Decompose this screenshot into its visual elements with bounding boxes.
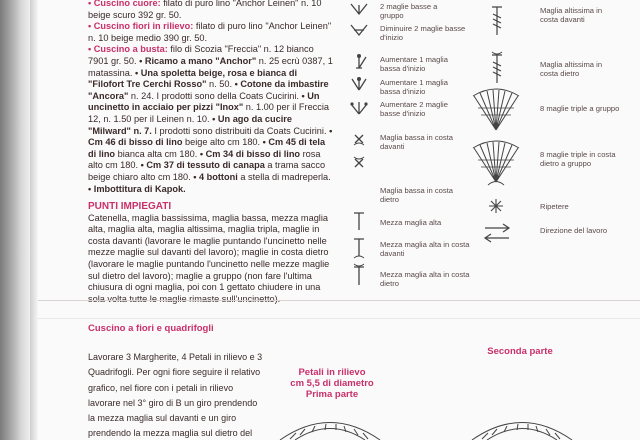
symbol-hdc-back-icon [352, 262, 366, 288]
legend-i: Mezza maglia alta in costa davanti [380, 240, 470, 258]
text-spoletta: • Una spoletta beige, rosa e bianca di "Filofort Tre Cerchi Rosso" [88, 67, 297, 90]
text-bisso-rosa: • Cm 34 di bisso di lino [197, 148, 301, 159]
text-uncinetto-detail: n. 1.00 per il Freccia 12, n. 1.50 per il Leinen n. 10. [88, 102, 330, 124]
symbol-sc-front-icon [352, 132, 366, 146]
punti-title: PUNTI IMPIEGATI [88, 201, 172, 213]
text-bisso-beige-detail: beige alto cm 180. [182, 137, 261, 148]
page-binding-edge [30, 0, 38, 440]
legend-e: Aumentare 2 maglie basse d'inizio [380, 100, 448, 118]
page-binding-shadow [0, 0, 30, 440]
legend-k: Maglia altissima in costa davanti [540, 6, 603, 24]
symbol-increase-1-icon [348, 53, 370, 71]
symbol-hdc-front-icon [352, 236, 366, 260]
direction-arrows-icon [482, 222, 512, 244]
symbol-dtr-back-icon [490, 50, 504, 86]
diagram-seconda-chart [462, 415, 582, 440]
text-bisso-rosa-detail: rosa alto cm 180. [88, 148, 321, 171]
legend-m: 8 maglie triple a gruppo [540, 104, 620, 113]
text-canapa: • Cm 37 di tessuto di canapa [138, 160, 265, 171]
materials-para-3 [88, 44, 333, 195]
bottom-section-text: Lavorare 3 Margherite, 4 Petali in rilievo e 3 Quadrifogli. Per ogni fiore seguire il relativo grafico, nel fiore con i petali in rilievo lavorare nel 3° giro di B un giro prendendo la mezza maglia sul davanti e un giro prendendo la mezza maglia sul dietro del [88, 352, 263, 439]
text-tela-lino: • Cm 45 di tela di lino [88, 137, 326, 159]
symbol-2-sc-together-icon [348, 2, 370, 16]
bottom-section-title: Cuscino a fiori e quadrifogli [88, 323, 214, 334]
symbol-8-tr-back-cluster-icon [470, 138, 522, 186]
label-cuscino-cuore: • Cuscino cuore: [88, 0, 161, 8]
repeat-icon [488, 198, 504, 214]
diagram-petali-title: Petali in rilievo cm 5,5 di diametro Prima parte [290, 367, 374, 400]
legend-l: Maglia altissima in costa dietro [540, 60, 603, 78]
section-divider-2 [38, 318, 640, 319]
legend-f: Maglia bassa in costa davanti [380, 133, 454, 151]
symbol-hdc-icon [352, 210, 366, 232]
text-cotone-detail: n. 24. I prodotti sono della Coats Cucirini. [128, 90, 299, 101]
text-uncinetto: • Un uncinetto in acciaio per pizzi "Inox" [88, 90, 320, 113]
text-bottoni: • 4 bottoni [190, 171, 238, 182]
text-bottoni-detail: a stella di madreperla. [237, 171, 331, 182]
legend-a: 2 maglie basse a gruppo [380, 2, 438, 20]
stitch-legend [340, 0, 640, 300]
text-imbottitura: • Imbottitura di Kapok. [88, 183, 186, 194]
text-ricamo: • Ricamo a mano "Anchor" [136, 55, 257, 66]
diagram-petali-chart [270, 415, 390, 440]
symbol-increase-2-icon [348, 99, 370, 117]
legend-o: Ripetere [540, 202, 569, 211]
label-cuscino-fiori: • Cuscino fiori in rilievo: [88, 21, 194, 32]
legend-g: Maglia bassa in costa dietro [380, 186, 454, 204]
materials-para-2 [88, 21, 333, 44]
legend-b: Diminuire 2 maglie basse d'inizio [380, 24, 466, 42]
legend-n: 8 maglie triple in costa dietro a gruppo [540, 150, 616, 168]
text-ricamo-detail: n. 25 ecrù 0387, 1 matassina. [88, 55, 333, 78]
symbol-8-tr-cluster-icon [470, 88, 522, 134]
text-bisso-beige: • Cm 46 di bisso di lino [88, 125, 333, 148]
symbol-increase-1b-icon [348, 75, 370, 93]
text-cuscino-fiori: filato di puro lino "Anchor Leinen" n. 10 beige medio 390 gr. 50. [88, 21, 332, 43]
symbol-sc-back-icon [352, 156, 366, 170]
materials-para-1 [88, 0, 333, 21]
punti-text: Catenella, maglia bassissima, maglia bassa, mezza maglia alta, maglia alta, maglia altissima, maglia tripla, maglie in costa davanti (lavorare le maglie puntando l'uncinetto nelle mezze maglie sul davanti del lavoro); maglie in costa dietro (lavorare le maglie puntando l'uncinetto nelle mezze maglie sul dietro del lavoro); maglie a gruppo (non fare l'ultima chiusura di ogni maglia, poi con 1 gettato chiudere in una sola volta tutte le maglie rimaste sull'uncinetto). [88, 212, 330, 304]
text-canapa-detail: a trama sacco beige chiaro alto cm 180. [88, 160, 326, 182]
text-ago-detail: I prodotti sono distribuiti da Coats Cucirini. [151, 125, 327, 136]
legend-c: Aumentare 1 maglia bassa d'inizio [380, 55, 448, 73]
label-cuscino-busta: • Cuscino a busta: [88, 44, 168, 55]
legend-p: Direzione del lavoro [540, 226, 608, 235]
section-divider [38, 300, 640, 301]
legend-d: Aumentare 1 maglia bassa d'inizio [380, 78, 448, 96]
legend-h: Mezza maglia alta [380, 218, 442, 227]
text-ago: • Un ago da cucire "Milward" n. 7. [88, 113, 292, 136]
materials-column [88, 0, 333, 305]
text-spoletta-detail: n. 50. [206, 79, 233, 90]
legend-j: Mezza maglia alta in costa dietro [380, 270, 470, 288]
diagram-seconda-title: Seconda parte [487, 346, 553, 357]
symbol-decrease-icon [348, 22, 370, 38]
symbol-dtr-front-icon [490, 4, 504, 38]
text-cuscino-cuore: filato di puro lino "Anchor Leinen" n. 10 beige scuro 392 gr. 50. [88, 0, 322, 20]
text-tela-lino-detail: bianca alta cm 180. [115, 148, 198, 159]
text-cotone: • Cotone da imbastire "Ancora" [88, 79, 329, 101]
text-cuscino-busta: filo di Scozia "Freccia" n. 12 bianco 7901 gr. 50. [88, 44, 314, 66]
